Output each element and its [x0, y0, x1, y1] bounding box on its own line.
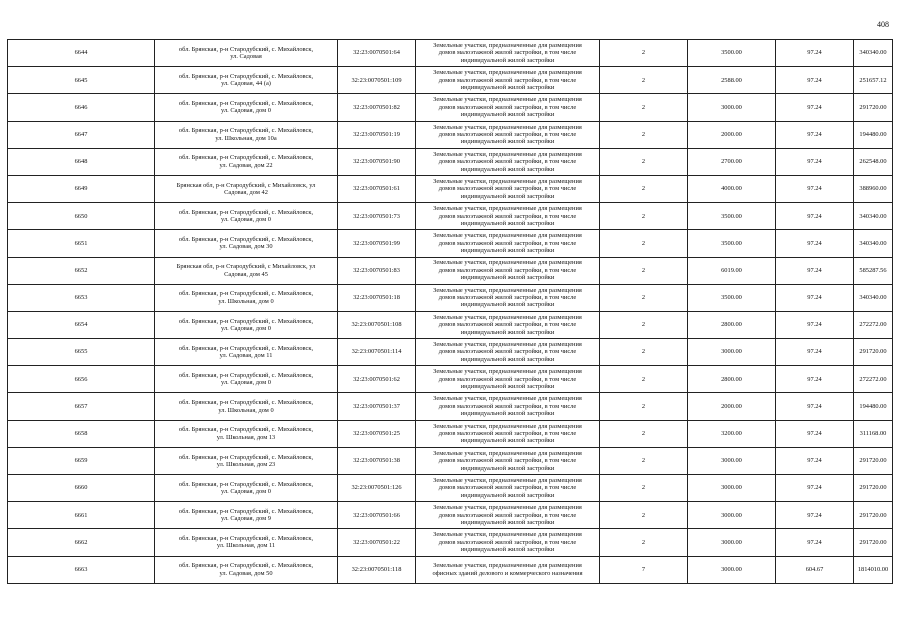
land-use-line-3: индивидуальной жилой застройки: [460, 410, 555, 418]
land-use-line-2: офисных зданий делового и коммерческого назначения: [432, 569, 583, 577]
area-cell: 3000.00: [688, 502, 776, 529]
address-line-2: ул. Садовая, дом 0: [221, 107, 271, 115]
group-cell: 2: [600, 529, 688, 556]
land-use-line-1: Земельные участки, предназначенные для размещения: [433, 395, 582, 403]
rate-cell: 97.24: [776, 230, 854, 257]
land-use-cell: [416, 529, 600, 556]
area-cell: 2800.00: [688, 311, 776, 338]
land-use-line-2: домов малоэтажной жилой застройки, в том числе: [438, 402, 577, 410]
land-use-line-1: Земельные участки, предназначенные для размещения: [433, 259, 582, 267]
land-use-line-1: Земельные участки, предназначенные для размещения: [433, 368, 582, 376]
cadastral-number-cell: 32:23:0070501:66: [338, 502, 416, 529]
value-cell: 194480.00: [854, 393, 893, 420]
address-line-2: ул. Школьная, дом 13: [216, 433, 276, 441]
rate-cell: 97.24: [776, 148, 854, 175]
value-cell: 388960.00: [854, 175, 893, 202]
land-use-line-2: домов малоэтажной жилой застройки, в том числе: [438, 457, 577, 465]
land-use-line-3: индивидуальной жилой застройки: [460, 83, 555, 91]
group-cell: 2: [600, 230, 688, 257]
address-line-1: обл. Брянская, р-н Стародубский, с. Михайловск,: [178, 45, 314, 53]
land-use-line-3: индивидуальной жилой застройки: [460, 437, 555, 445]
address-line-1: обл. Брянская, р-н Стародубский, с. Михайловск,: [178, 344, 314, 352]
table-row: [8, 257, 893, 284]
address-cell: [155, 420, 338, 447]
land-use-cell: [416, 556, 600, 583]
group-cell: 2: [600, 447, 688, 474]
group-cell: 2: [600, 420, 688, 447]
address-cell: [155, 40, 338, 67]
land-use-line-2: домов малоэтажной жилой застройки, в том числе: [438, 538, 577, 546]
address-line-1: обл. Брянская, р-н Стародубский, с. Михайловск,: [178, 426, 314, 434]
row-number: 6656: [8, 366, 155, 393]
land-use-line-2: домов малоэтажной жилой застройки, в том числе: [438, 49, 577, 57]
address-cell: [155, 311, 338, 338]
group-cell: 2: [600, 502, 688, 529]
table-row: [8, 447, 893, 474]
table-row: [8, 556, 893, 583]
land-use-cell: [416, 475, 600, 502]
address-line-1: обл. Брянская, р-н Стародубский, с. Михайловск,: [178, 480, 314, 488]
group-cell: 2: [600, 203, 688, 230]
value-cell: 585287.56: [854, 257, 893, 284]
area-cell: 3200.00: [688, 420, 776, 447]
table-row: [8, 311, 893, 338]
area-cell: 2588.00: [688, 67, 776, 94]
rate-cell: 97.24: [776, 40, 854, 67]
address-cell: [155, 67, 338, 94]
row-number: 6663: [8, 556, 155, 583]
cadastral-value-table: [7, 39, 893, 584]
address-line-1: обл. Брянская, р-н Стародубский, с. Михайловск,: [178, 399, 314, 407]
land-use-line-3: индивидуальной жилой застройки: [460, 192, 555, 200]
address-cell: [155, 121, 338, 148]
rate-cell: 97.24: [776, 420, 854, 447]
group-cell: 2: [600, 94, 688, 121]
land-use-line-3: индивидуальной жилой застройки: [460, 518, 555, 526]
address-cell: [155, 94, 338, 121]
address-line-1: обл. Брянская, р-н Стародубский, с. Михайловск,: [178, 154, 314, 162]
cadastral-number-cell: 32:23:0070501:18: [338, 284, 416, 311]
address-cell: [155, 393, 338, 420]
land-use-line-2: домов малоэтажной жилой застройки, в том числе: [438, 76, 577, 84]
land-use-line-1: Земельные участки, предназначенные для размещения: [433, 150, 582, 158]
rate-cell: 604.67: [776, 556, 854, 583]
land-use-cell: [416, 284, 600, 311]
land-use-line-2: домов малоэтажной жилой застройки, в том числе: [438, 430, 577, 438]
land-use-cell: [416, 175, 600, 202]
land-use-line-3: индивидуальной жилой застройки: [460, 491, 555, 499]
land-use-line-3: индивидуальной жилой застройки: [460, 383, 555, 391]
rate-cell: 97.24: [776, 529, 854, 556]
land-use-line-1: Земельные участки, предназначенные для размещения: [433, 286, 582, 294]
land-use-line-2: домов малоэтажной жилой застройки, в том числе: [438, 158, 577, 166]
rate-cell: 97.24: [776, 447, 854, 474]
land-use-cell: [416, 230, 600, 257]
table-row: [8, 393, 893, 420]
land-use-line-3: индивидуальной жилой застройки: [460, 165, 555, 173]
address-line-1: обл. Брянская, р-н Стародубский, с. Михайловск,: [178, 236, 314, 243]
value-cell: 340340.00: [854, 284, 893, 311]
land-use-line-2: домов малоэтажной жилой застройки, в том числе: [438, 103, 577, 111]
table-row: [8, 529, 893, 556]
land-use-cell: [416, 121, 600, 148]
rate-cell: 97.24: [776, 257, 854, 284]
address-line-2: ул. Школьная, дом 0: [218, 406, 274, 414]
group-cell: 2: [600, 67, 688, 94]
address-line-2: ул. Садовая: [230, 53, 262, 61]
value-cell: 291720.00: [854, 447, 893, 474]
land-use-line-2: домов малоэтажной жилой застройки, в том числе: [438, 130, 577, 138]
land-use-line-1: Земельные участки, предназначенные для размещения: [433, 96, 582, 104]
row-number: 6658: [8, 420, 155, 447]
address-cell: [155, 556, 338, 583]
address-cell: [155, 339, 338, 366]
value-cell: 340340.00: [854, 203, 893, 230]
land-use-cell: [416, 366, 600, 393]
land-use-line-1: Земельные участки, предназначенные для размещения: [433, 313, 582, 321]
cadastral-number-cell: 32:23:0070501:19: [338, 121, 416, 148]
address-line-1: обл. Брянская, р-н Стародубский, с. Михайловск,: [178, 562, 314, 570]
table-row: [8, 284, 893, 311]
land-use-cell: [416, 420, 600, 447]
row-number: 6660: [8, 475, 155, 502]
row-number: 6652: [8, 257, 155, 284]
rate-cell: 97.24: [776, 366, 854, 393]
address-line-1: обл. Брянская, р-н Стародубский, с. Михайловск,: [178, 535, 314, 543]
land-use-line-3: индивидуальной жилой застройки: [460, 111, 555, 119]
group-cell: 2: [600, 257, 688, 284]
table-row: [8, 67, 893, 94]
land-use-cell: [416, 94, 600, 121]
land-use-cell: [416, 40, 600, 67]
cadastral-number-cell: 32:23:0070501:62: [338, 366, 416, 393]
land-use-line-3: индивидуальной жилой застройки: [460, 546, 555, 554]
rate-cell: 97.24: [776, 175, 854, 202]
area-cell: 3500.00: [688, 284, 776, 311]
row-number: 6645: [8, 67, 155, 94]
group-cell: 2: [600, 175, 688, 202]
page-number: 408: [877, 20, 889, 29]
address-line-2: ул. Садовая, 44 (а): [221, 80, 271, 88]
land-use-line-1: Земельные участки, предназначенные для размещения: [433, 341, 582, 349]
row-number: 6647: [8, 121, 155, 148]
row-number: 6649: [8, 175, 155, 202]
address-line-1: обл. Брянская, р-н Стародубский, с. Михайловск,: [178, 290, 314, 298]
row-number: 6655: [8, 339, 155, 366]
address-line-1: обл. Брянская, р-н Стародубский, с. Михайловск,: [178, 453, 314, 461]
cadastral-number-cell: 32:23:0070501:114: [338, 339, 416, 366]
table-row: [8, 94, 893, 121]
address-cell: [155, 284, 338, 311]
land-use-line-1: Земельные участки, предназначенные для размещения: [433, 531, 582, 539]
table-row: [8, 148, 893, 175]
land-use-line-1: Земельные участки, предназначенные для размещения: [433, 123, 582, 131]
cadastral-number-cell: 32:23:0070501:118: [338, 556, 416, 583]
land-use-line-2: домов малоэтажной жилой застройки, в том числе: [438, 348, 577, 356]
rate-cell: 97.24: [776, 475, 854, 502]
land-use-line-2: домов малоэтажной жилой застройки, в том числе: [438, 266, 577, 274]
row-number: 6648: [8, 148, 155, 175]
land-use-line-2: домов малоэтажной жилой застройки, в том числе: [438, 294, 577, 302]
area-cell: 4000.00: [688, 175, 776, 202]
address-cell: [155, 366, 338, 393]
land-use-line-1: Земельные участки, предназначенные для размещения: [433, 177, 582, 185]
table-row: [8, 203, 893, 230]
address-line-2: ул. Садовая, дом 22: [219, 161, 273, 169]
table-row: [8, 475, 893, 502]
cadastral-number-cell: 32:23:0070501:99: [338, 230, 416, 257]
area-cell: 2000.00: [688, 393, 776, 420]
area-cell: 3000.00: [688, 447, 776, 474]
area-cell: 3000.00: [688, 529, 776, 556]
cadastral-number-cell: 32:23:0070501:73: [338, 203, 416, 230]
address-line-1: обл. Брянская, р-н Стародубский, с. Михайловск,: [178, 208, 314, 216]
land-use-line-3: индивидуальной жилой застройки: [460, 355, 555, 363]
land-use-cell: [416, 393, 600, 420]
cadastral-number-cell: 32:23:0070501:61: [338, 175, 416, 202]
table-row: [8, 175, 893, 202]
land-use-line-3: индивидуальной жилой застройки: [460, 274, 555, 282]
land-use-line-2: домов малоэтажной жилой застройки, в том числе: [438, 185, 577, 193]
land-use-line-1: Земельные участки, предназначенные для размещения: [433, 562, 582, 570]
land-use-cell: [416, 339, 600, 366]
cadastral-number-cell: 32:23:0070501:37: [338, 393, 416, 420]
rate-cell: 97.24: [776, 284, 854, 311]
value-cell: 291720.00: [854, 502, 893, 529]
table-row: [8, 502, 893, 529]
group-cell: 2: [600, 311, 688, 338]
land-use-line-2: домов малоэтажной жилой застройки, в том числе: [438, 484, 577, 492]
address-line-2: ул. Школьная, дом 10а: [215, 134, 277, 142]
rate-cell: 97.24: [776, 311, 854, 338]
land-use-line-2: домов малоэтажной жилой застройки, в том числе: [438, 239, 577, 247]
land-use-cell: [416, 67, 600, 94]
cadastral-number-cell: 32:23:0070501:109: [338, 67, 416, 94]
table-row: [8, 366, 893, 393]
area-cell: 3000.00: [688, 475, 776, 502]
area-cell: 2700.00: [688, 148, 776, 175]
value-cell: 340340.00: [854, 40, 893, 67]
area-cell: 3500.00: [688, 203, 776, 230]
address-cell: [155, 203, 338, 230]
group-cell: 7: [600, 556, 688, 583]
land-use-line-2: домов малоэтажной жилой застройки, в том числе: [438, 375, 577, 383]
value-cell: 272272.00: [854, 311, 893, 338]
row-number: 6654: [8, 311, 155, 338]
land-use-line-3: индивидуальной жилой застройки: [460, 464, 555, 472]
address-line-1: Брянская обл, р-н Стародубский, с Михайловск, ул: [176, 263, 316, 271]
row-number: 6644: [8, 40, 155, 67]
address-line-1: обл. Брянская, р-н Стародубский, с. Михайловск,: [178, 507, 314, 515]
table-row: [8, 230, 893, 257]
land-use-line-1: Земельные участки, предназначенные для размещения: [433, 69, 582, 77]
group-cell: 2: [600, 284, 688, 311]
row-number: 6653: [8, 284, 155, 311]
address-line-2: ул. Садовая, дом 11: [219, 352, 273, 360]
land-use-line-1: Земельные участки, предназначенные для размещения: [433, 205, 582, 213]
land-use-line-1: Земельные участки, предназначенные для размещения: [433, 232, 582, 240]
land-use-cell: [416, 502, 600, 529]
area-cell: 3000.00: [688, 339, 776, 366]
land-use-line-1: Земельные участки, предназначенные для размещения: [433, 449, 582, 457]
rate-cell: 97.24: [776, 203, 854, 230]
group-cell: 2: [600, 121, 688, 148]
area-cell: 3500.00: [688, 230, 776, 257]
cadastral-number-cell: 32:23:0070501:126: [338, 475, 416, 502]
address-line-2: ул. Садовая, дом 0: [221, 379, 271, 387]
address-cell: [155, 475, 338, 502]
value-cell: 291720.00: [854, 529, 893, 556]
land-use-line-2: домов малоэтажной жилой застройки, в том числе: [438, 212, 577, 220]
address-line-1: обл. Брянская, р-н Стародубский, с. Михайловск,: [178, 72, 314, 80]
address-cell: [155, 148, 338, 175]
value-cell: 340340.00: [854, 230, 893, 257]
land-use-line-3: индивидуальной жилой застройки: [460, 301, 555, 309]
address-line-2: ул. Садовая, дом 9: [221, 515, 271, 523]
area-cell: 2000.00: [688, 121, 776, 148]
cadastral-number-cell: 32:23:0070501:108: [338, 311, 416, 338]
rate-cell: 97.24: [776, 121, 854, 148]
value-cell: 311168.00: [854, 420, 893, 447]
address-line-1: обл. Брянская, р-н Стародубский, с. Михайловск,: [178, 127, 314, 135]
land-use-line-2: домов малоэтажной жилой застройки, в том числе: [438, 511, 577, 519]
area-cell: 3000.00: [688, 556, 776, 583]
land-use-cell: [416, 203, 600, 230]
rate-cell: 97.24: [776, 393, 854, 420]
group-cell: 2: [600, 148, 688, 175]
row-number: 6659: [8, 447, 155, 474]
cadastral-number-cell: 32:23:0070501:25: [338, 420, 416, 447]
cadastral-number-cell: 32:23:0070501:82: [338, 94, 416, 121]
land-use-cell: [416, 447, 600, 474]
address-line-2: ул. Садовая, дом 30: [219, 243, 273, 251]
group-cell: 2: [600, 339, 688, 366]
land-use-line-1: Земельные участки, предназначенные для размещения: [433, 41, 582, 49]
land-use-cell: [416, 311, 600, 338]
value-cell: 1814010.00: [854, 556, 893, 583]
land-use-line-2: домов малоэтажной жилой застройки, в том числе: [438, 321, 577, 329]
cadastral-number-cell: 32:23:0070501:83: [338, 257, 416, 284]
address-line-1: обл. Брянская, р-н Стародубский, с. Михайловск,: [178, 100, 314, 108]
table-row: [8, 339, 893, 366]
value-cell: 291720.00: [854, 475, 893, 502]
land-use-line-1: Земельные участки, предназначенные для размещения: [433, 422, 582, 430]
address-line-2: ул. Школьная, дом 23: [216, 460, 276, 468]
row-number: 6657: [8, 393, 155, 420]
land-use-line-3: индивидуальной жилой застройки: [460, 138, 555, 146]
value-cell: 291720.00: [854, 94, 893, 121]
address-line-2: ул. Школьная, дом 0: [218, 297, 274, 305]
address-line-2: Садовая, дом 42: [224, 189, 268, 197]
area-cell: 3000.00: [688, 94, 776, 121]
value-cell: 262548.00: [854, 148, 893, 175]
address-line-2: ул. Садовая, дом 50: [219, 569, 273, 577]
land-use-line-3: индивидуальной жилой застройки: [460, 328, 555, 336]
address-line-2: ул. Садовая, дом 0: [221, 216, 271, 224]
address-cell: [155, 529, 338, 556]
table-row: [8, 121, 893, 148]
land-use-line-1: Земельные участки, предназначенные для размещения: [433, 476, 582, 484]
table-row: [8, 420, 893, 447]
row-number: 6646: [8, 94, 155, 121]
address-cell: [155, 230, 338, 257]
group-cell: 2: [600, 393, 688, 420]
address-line-2: ул. Школьная, дом 11: [216, 542, 276, 550]
cadastral-number-cell: 32:23:0070501:64: [338, 40, 416, 67]
area-cell: 3500.00: [688, 40, 776, 67]
land-use-line-3: индивидуальной жилой застройки: [460, 219, 555, 227]
land-use-line-3: индивидуальной жилой застройки: [460, 247, 555, 255]
row-number: 6651: [8, 230, 155, 257]
address-line-1: обл. Брянская, р-н Стародубский, с. Михайловск,: [178, 371, 314, 379]
address-cell: [155, 257, 338, 284]
rate-cell: 97.24: [776, 339, 854, 366]
table-row: [8, 40, 893, 67]
value-cell: 291720.00: [854, 339, 893, 366]
land-use-line-1: Земельные участки, предназначенные для размещения: [433, 504, 582, 512]
group-cell: 2: [600, 366, 688, 393]
area-cell: 2800.00: [688, 366, 776, 393]
land-use-cell: [416, 148, 600, 175]
rate-cell: 97.24: [776, 67, 854, 94]
cadastral-number-cell: 32:23:0070501:90: [338, 148, 416, 175]
address-line-2: ул. Садовая, дом 0: [221, 324, 271, 332]
area-cell: 6019.00: [688, 257, 776, 284]
table-body: [8, 40, 893, 584]
row-number: 6662: [8, 529, 155, 556]
address-cell: [155, 175, 338, 202]
value-cell: 194480.00: [854, 121, 893, 148]
address-line-2: Садовая, дом 45: [224, 270, 268, 278]
address-line-2: ул. Садовая, дом 0: [221, 488, 271, 496]
land-use-cell: [416, 257, 600, 284]
address-cell: [155, 447, 338, 474]
cadastral-number-cell: 32:23:0070501:22: [338, 529, 416, 556]
row-number: 6650: [8, 203, 155, 230]
address-cell: [155, 502, 338, 529]
rate-cell: 97.24: [776, 502, 854, 529]
cadastral-number-cell: 32:23:0070501:38: [338, 447, 416, 474]
group-cell: 2: [600, 40, 688, 67]
address-line-1: Брянская обл, р-н Стародубский, с Михайловск, ул: [176, 181, 316, 189]
land-use-line-3: индивидуальной жилой застройки: [460, 56, 555, 64]
address-line-1: обл. Брянская, р-н Стародубский, с. Михайловск,: [178, 317, 314, 325]
value-cell: 251657.12: [854, 67, 893, 94]
group-cell: 2: [600, 475, 688, 502]
value-cell: 272272.00: [854, 366, 893, 393]
rate-cell: 97.24: [776, 94, 854, 121]
row-number: 6661: [8, 502, 155, 529]
